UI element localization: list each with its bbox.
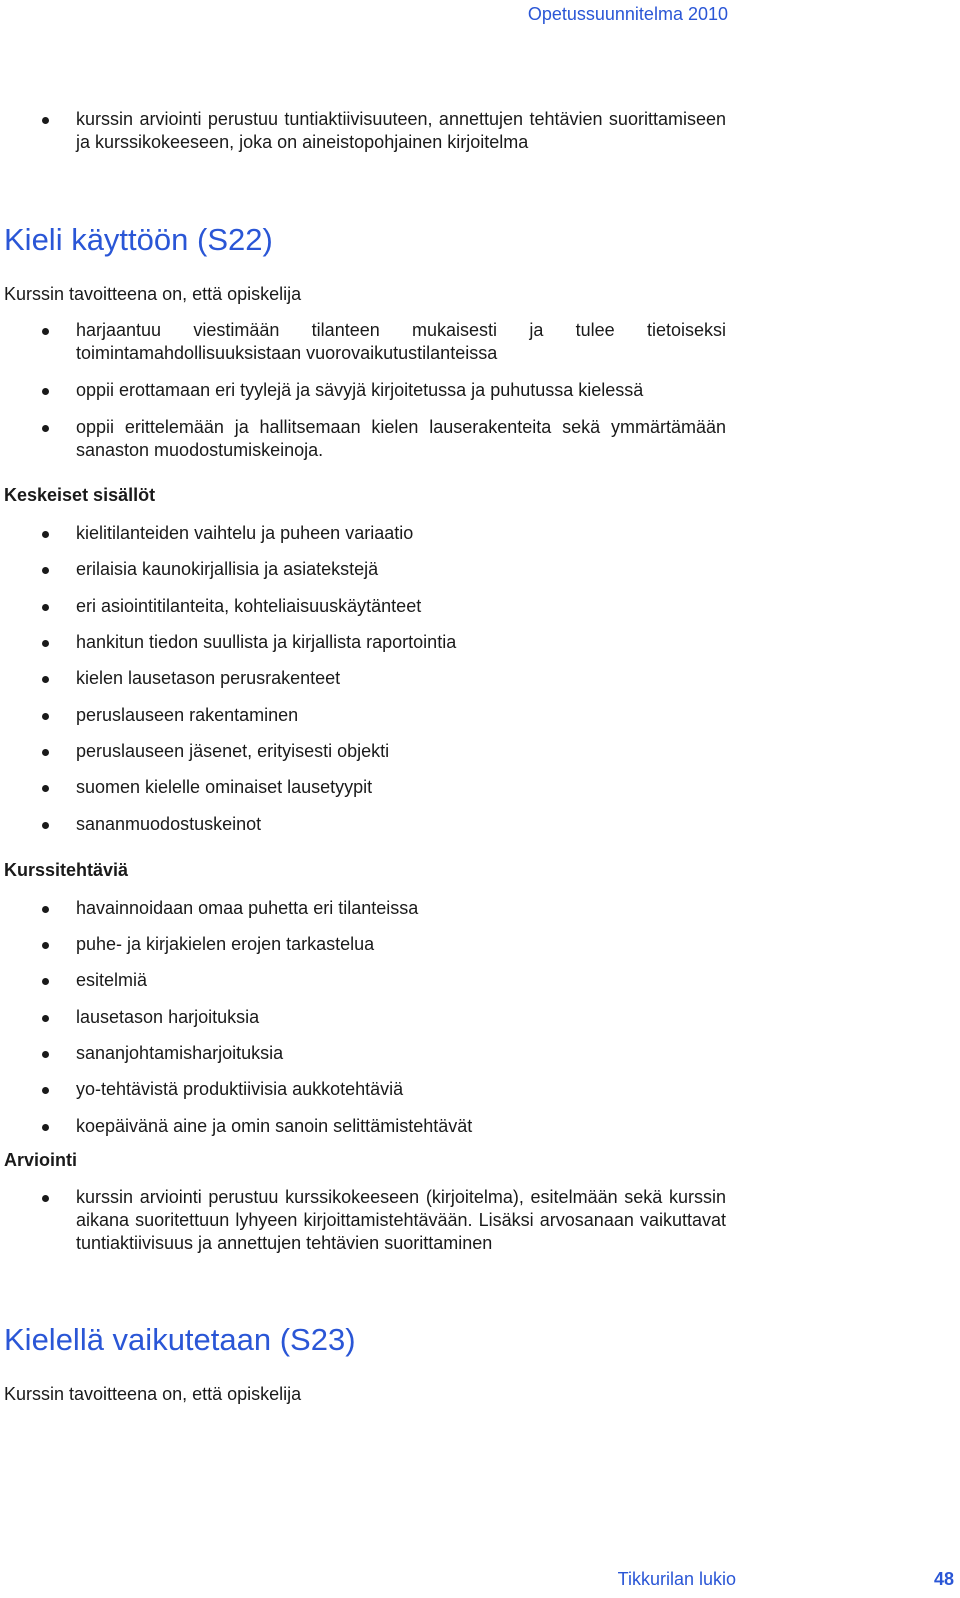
list-item: yo-tehtävistä produktiivisia aukkotehtäviä [76,1078,726,1101]
bullet-icon [42,604,49,611]
bullet-icon [42,567,49,574]
list-item: kielen lausetason perusrakenteet [76,667,726,690]
list-item: lausetason harjoituksia [76,1006,726,1029]
list-item: sananjohtamisharjoituksia [76,1042,726,1065]
bullet-icon [42,117,49,124]
tasks-heading: Kurssitehtäviä [4,860,129,880]
list-item: eri asiointitilanteita, kohteliaisuuskäytänteet [76,595,726,618]
list-item: harjaantuu viestimään tilanteen mukaisesti ja tulee tietoiseksi toimintamahdollisuuksistaan vuorovaikutustilanteissa [76,319,726,365]
bullet-icon [42,1015,49,1022]
bullet-icon [42,906,49,913]
list-item: kurssin arviointi perustuu kurssikokeeseen (kirjoitelma), esitelmään sekä kurssin aikana suoritettuun lyhyeen kirjoittamistehtävään. Lisäksi arvosanaan vaikuttavat tuntiaktiivisuus ja annettujen tehtävien suorittaminen [76,1186,726,1255]
list-item: kurssin arviointi perustuu tuntiaktiivisuuteen, annettujen tehtävien suorittamiseen ja kurssikokeeseen, joka on aineistopohjainen kirjoitelma [76,108,726,154]
list-item: hankitun tiedon suullista ja kirjallista raportointia [76,631,726,654]
page-number: 48 [933,1569,954,1589]
list-item: esitelmiä [76,969,726,992]
bullet-icon [42,328,49,335]
bullet-icon [42,1195,49,1202]
bullet-icon [42,1051,49,1058]
bullet-icon [42,749,49,756]
list-item: puhe- ja kirjakielen erojen tarkastelua [76,933,726,956]
section-title-s22: Kieli käyttöön (S22) [4,222,273,257]
section-title-s23: Kielellä vaikutetaan (S23) [4,1322,356,1357]
bullet-icon [42,388,49,395]
bullet-icon [42,531,49,538]
contents-heading: Keskeiset sisällöt [4,485,156,505]
bullet-icon [42,640,49,647]
list-item: sananmuodostuskeinot [76,813,726,836]
list-item: peruslauseen jäsenet, erityisesti objekti [76,740,726,763]
bullet-icon [42,942,49,949]
bullet-icon [42,822,49,829]
bullet-icon [42,785,49,792]
goal-intro-s23: Kurssin tavoitteena on, että opiskelija [4,1384,302,1404]
bullet-icon [42,676,49,683]
bullet-icon [42,713,49,720]
list-item: oppii erittelemään ja hallitsemaan kielen lauserakenteita sekä ymmärtämään sanaston muodostumiskeinoja. [76,416,726,462]
bullet-icon [42,425,49,432]
goal-intro-s22: Kurssin tavoitteena on, että opiskelija [4,284,302,304]
list-item: koepäivänä aine ja omin sanoin selittämistehtävät [76,1115,726,1138]
bullet-icon [42,1124,49,1131]
bullet-icon [42,1087,49,1094]
footer-school: Tikkurilan lukio [617,1569,736,1589]
list-item: suomen kielelle ominaiset lausetyypit [76,776,726,799]
bullet-icon [42,978,49,985]
header-title: Opetussuunnitelma 2010 [527,4,728,24]
assessment-heading: Arviointi [4,1150,78,1170]
list-item: havainnoidaan omaa puhetta eri tilanteissa [76,897,726,920]
list-item: kielitilanteiden vaihtelu ja puheen variaatio [76,522,726,545]
list-item: peruslauseen rakentaminen [76,704,726,727]
list-item: oppii erottamaan eri tyylejä ja sävyjä kirjoitetussa ja puhutussa kielessä [76,379,726,402]
list-item: erilaisia kaunokirjallisia ja asiatekstejä [76,558,726,581]
